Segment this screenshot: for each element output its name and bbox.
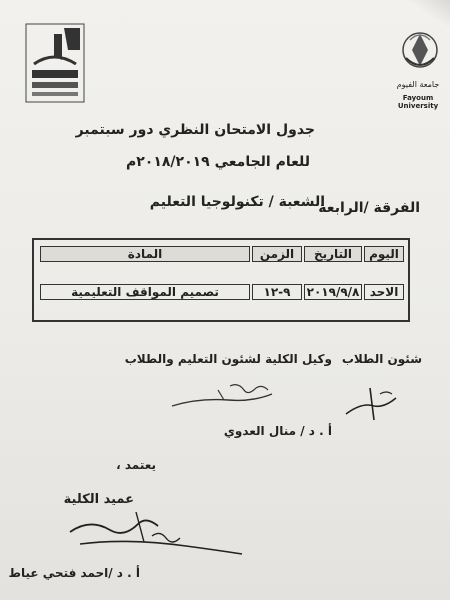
- vice-dean-label: وكيل الكلية لشئون التعليم والطلاب: [124, 352, 332, 366]
- level-label: الفرقة /الرابعة: [318, 200, 420, 216]
- university-logo: [400, 28, 440, 76]
- row-day: الاحد: [364, 284, 404, 300]
- header-date: التاريخ: [304, 246, 362, 262]
- faculty-logo: [24, 20, 86, 106]
- row-date: ٢٠١٩/٩/٨: [304, 284, 362, 300]
- exam-schedule-title: جدول الامتحان النظري دور سبتمبر: [75, 122, 315, 138]
- header-day: اليوم: [364, 246, 404, 262]
- dean-signature: [66, 508, 246, 560]
- division-label: الشعبة / تكنولوجيا التعليم: [149, 194, 325, 210]
- student-affairs-label: شئون الطلاب: [341, 352, 422, 366]
- dean-label: عميد الكلية: [63, 492, 134, 507]
- schedule-table: [32, 238, 410, 322]
- row-time: ٩-١٢: [252, 284, 302, 300]
- dean-name: أ . د /احمد فتحي عياط: [8, 566, 140, 580]
- vice-dean-name: أ . د / منال العدوي: [223, 424, 332, 438]
- header-time: الزمن: [252, 246, 302, 262]
- approval-label: يعتمد ،: [116, 458, 156, 472]
- vice-dean-signature: [168, 380, 278, 414]
- table-header-row: [34, 246, 408, 277]
- header-subject: المادة: [40, 246, 250, 262]
- student-affairs-signature: [340, 380, 404, 426]
- university-name-en: Fayoum University: [397, 94, 439, 110]
- academic-year: للعام الجامعي ٢٠١٨/٢٠١٩م: [125, 154, 310, 170]
- row-subject: تصميم المواقف التعليمية: [40, 284, 250, 300]
- university-name-ar: جامعة الفيوم: [396, 80, 440, 89]
- page-corner-fold: [402, 0, 450, 30]
- table-row: [34, 284, 408, 314]
